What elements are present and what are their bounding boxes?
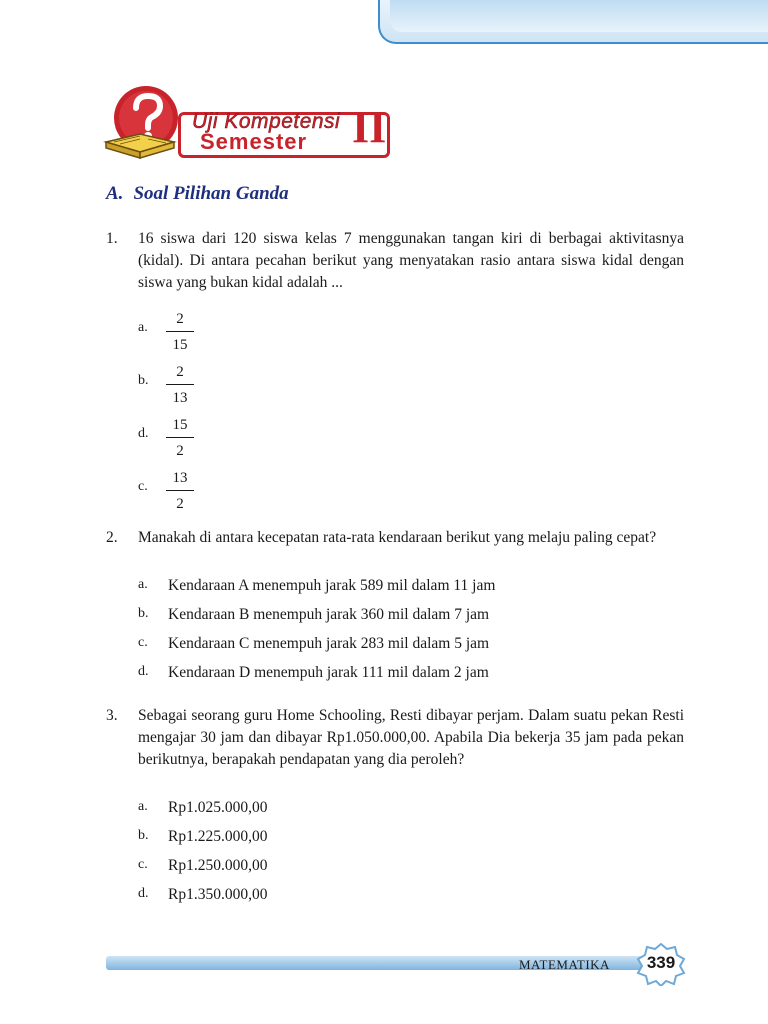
fraction-bar — [166, 490, 194, 491]
option-text: Kendaraan B menempuh jarak 360 mil dalam 7 jam — [168, 606, 490, 623]
footer-subject: MATEMATIKA — [519, 957, 610, 972]
question-number: 2. — [106, 529, 118, 546]
option-letter: d. — [138, 426, 149, 441]
numerator: 13 — [172, 470, 188, 486]
fraction-1a — [166, 308, 194, 356]
option-letter: a. — [138, 799, 148, 814]
option-text: Kendaraan D menempuh jarak 111 mil dalam 2 jam — [168, 664, 489, 681]
fraction-1b — [166, 361, 194, 409]
option-letter: b. — [138, 373, 149, 388]
fraction-1c — [166, 467, 194, 515]
question-text: 16 siswa dari 120 siswa kelas 7 menggunakan tangan kiri di berbagai aktivitasnya (kidal). Di antara pecahan berikut yang menyatakan rasio antara siswa kidal dengan siswa yang bukan kidal adalah ... — [138, 230, 684, 291]
question-text: Manakah di antara kecepatan rata-rata kendaraan berikut yang melaju paling cepat? — [138, 529, 657, 546]
option-letter: c. — [138, 635, 148, 650]
option-letter: b. — [138, 828, 149, 843]
question-number: 1. — [106, 230, 118, 247]
denominator: 2 — [176, 443, 184, 459]
numerator: 15 — [172, 417, 188, 433]
numerator: 2 — [176, 364, 184, 380]
fraction-1d — [166, 414, 194, 462]
fraction-bar — [166, 437, 194, 438]
section-title — [106, 183, 289, 205]
option-text: Rp1.225.000,00 — [168, 828, 268, 845]
question-text: Sebagai seorang guru Home Schooling, Resti dibayar perjam. Dalam suatu pekan Resti mengajar 30 jam dan dibayar Rp1.050.000,00. Apabila Dia bekerja 35 jam pada pekan berikutnya, berapakah pendapatan yang dia peroleh? — [138, 707, 684, 768]
header-tab-decoration — [378, 0, 768, 44]
fraction-bar — [166, 331, 194, 332]
option-letter: d. — [138, 664, 149, 679]
option-text: Rp1.250.000,00 — [168, 857, 268, 874]
option-text: Rp1.025.000,00 — [168, 799, 268, 816]
option-text: Kendaraan C menempuh jarak 283 mil dalam 5 jam — [168, 635, 490, 652]
page-number: 339 — [646, 953, 676, 972]
option-letter: c. — [138, 479, 148, 494]
option-letter: a. — [138, 577, 148, 592]
uji-kompetensi-badge — [100, 84, 395, 164]
option-text: Rp1.350.000,00 — [168, 886, 268, 903]
option-letter: a. — [138, 320, 148, 335]
numerator: 2 — [176, 311, 184, 327]
denominator: 13 — [172, 390, 188, 406]
fraction-bar — [166, 384, 194, 385]
option-text: Kendaraan A menempuh jarak 589 mil dalam 11 jam — [168, 577, 496, 594]
question-number: 3. — [106, 707, 118, 724]
option-letter: b. — [138, 606, 149, 621]
badge-title: Uji Kompetensi — [192, 110, 341, 133]
option-letter: d. — [138, 886, 149, 901]
badge-roman-numeral: II — [352, 103, 387, 152]
section-label: A. — [106, 183, 124, 204]
option-letter: c. — [138, 857, 148, 872]
denominator: 15 — [172, 337, 188, 353]
denominator: 2 — [176, 496, 184, 512]
badge-subtitle: Semester — [200, 129, 308, 154]
question-book-icon — [100, 84, 190, 162]
section-heading: Soal Pilihan Ganda — [133, 183, 289, 204]
